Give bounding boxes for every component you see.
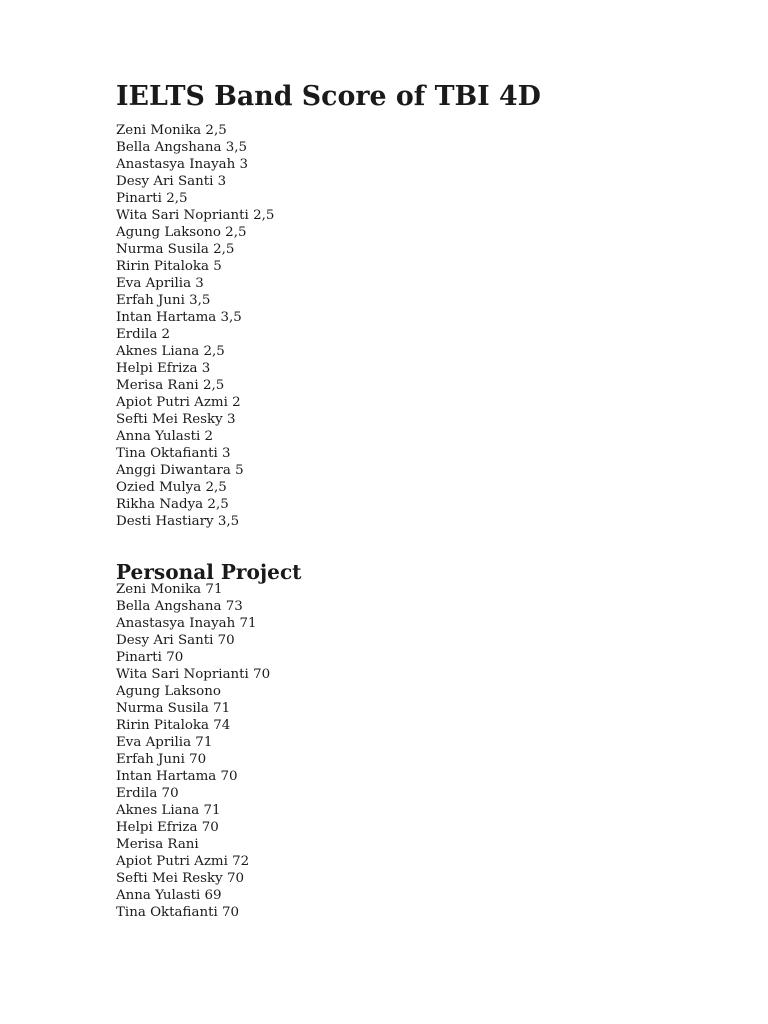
project-score-entry: Zeni Monika 71 — [116, 582, 223, 597]
ielts-score-entry: Erfah Juni 3,5 — [116, 293, 211, 308]
ielts-score-entry: Anggi Diwantara 5 — [116, 463, 244, 478]
ielts-score-entry: Merisa Rani 2,5 — [116, 378, 225, 393]
project-score-entry: Intan Hartama 70 — [116, 769, 238, 784]
ielts-score-entry: Pinarti 2,5 — [116, 191, 188, 206]
section-spacer — [116, 530, 716, 564]
ielts-score-entry: Apiot Putri Azmi 2 — [116, 395, 241, 410]
ielts-score-entry: Ririn Pitaloka 5 — [116, 259, 222, 274]
ielts-score-entry: Bella Angshana 3,5 — [116, 140, 248, 155]
ielts-score-entry: Wita Sari Noprianti 2,5 — [116, 208, 275, 223]
project-score-entry: Merisa Rani — [116, 837, 199, 852]
project-score-entry: Eva Aprilia 71 — [116, 735, 213, 750]
ielts-score-entry: Helpi Efriza 3 — [116, 361, 211, 376]
project-score-entry: Anastasya Inayah 71 — [116, 616, 257, 631]
project-score-entry: Desy Ari Santi 70 — [116, 633, 235, 648]
ielts-score-entry: Ozied Mulya 2,5 — [116, 480, 227, 495]
project-score-entry: Wita Sari Noprianti 70 — [116, 667, 271, 682]
ielts-score-entry: Erdila 2 — [116, 327, 171, 342]
project-section-title: Personal Project — [116, 560, 302, 584]
project-score-list — [116, 581, 716, 921]
ielts-score-entry: Tina Oktafianti 3 — [116, 446, 231, 461]
project-score-entry: Nurma Susila 71 — [116, 701, 231, 716]
ielts-score-entry: Intan Hartama 3,5 — [116, 310, 242, 325]
ielts-section-title: IELTS Band Score of TBI 4D — [116, 81, 541, 112]
ielts-score-entry: Eva Aprilia 3 — [116, 276, 204, 291]
document-page — [116, 81, 716, 921]
project-score-entry: Agung Laksono — [116, 684, 221, 699]
ielts-score-entry: Desti Hastiary 3,5 — [116, 514, 240, 529]
ielts-score-entry: Rikha Nadya 2,5 — [116, 497, 229, 512]
project-score-entry: Bella Angshana 73 — [116, 599, 243, 614]
project-score-entry: Pinarti 70 — [116, 650, 184, 665]
ielts-score-entry: Nurma Susila 2,5 — [116, 242, 235, 257]
project-score-entry: Ririn Pitaloka 74 — [116, 718, 231, 733]
project-score-entry: Sefti Mei Resky 70 — [116, 871, 245, 886]
ielts-score-entry: Agung Laksono 2,5 — [116, 225, 247, 240]
ielts-score-list — [116, 122, 716, 530]
project-score-entry: Aknes Liana 71 — [116, 803, 221, 818]
ielts-score-entry: Zeni Monika 2,5 — [116, 123, 227, 138]
ielts-score-entry: Anastasya Inayah 3 — [116, 157, 249, 172]
project-score-entry: Erfah Juni 70 — [116, 752, 207, 767]
project-score-entry: Tina Oktafianti 70 — [116, 905, 240, 920]
ielts-score-entry: Aknes Liana 2,5 — [116, 344, 225, 359]
project-score-entry: Anna Yulasti 69 — [116, 888, 222, 903]
project-score-entry: Erdila 70 — [116, 786, 179, 801]
ielts-score-entry: Anna Yulasti 2 — [116, 429, 214, 444]
project-score-entry: Apiot Putri Azmi 72 — [116, 854, 250, 869]
ielts-score-entry: Sefti Mei Resky 3 — [116, 412, 236, 427]
ielts-score-entry: Desy Ari Santi 3 — [116, 174, 227, 189]
project-score-entry: Helpi Efriza 70 — [116, 820, 219, 835]
